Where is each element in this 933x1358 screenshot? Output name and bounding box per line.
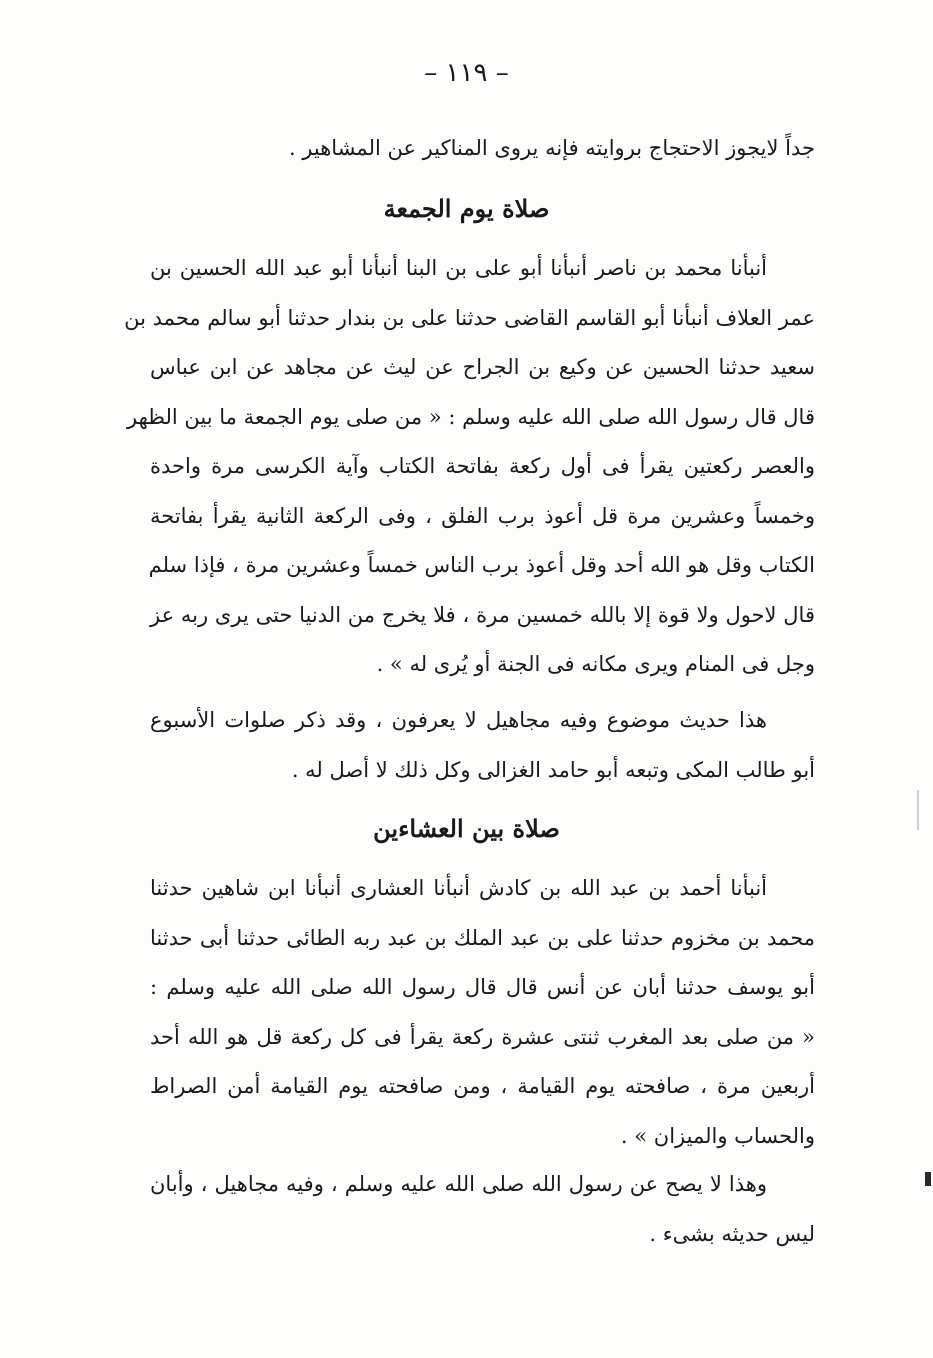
section1-paragraph1: [124, 244, 815, 690]
section-heading-between-two-isha: صلاة بين العشاءين: [373, 814, 560, 843]
text-line: جداً لايجوز الاحتجاج بروايته فإنه يروى المناكير عن المشاهير .: [288, 136, 815, 160]
text-line: قال قال رسول الله صلى الله عليه وسلم : « من صلى يوم الجمعة ما بين الظهر: [127, 404, 815, 429]
text-line: وخمساً وعشرين مرة قل أعوذ برب الفلق ، وفى الركعة الثانية يقرأ بفاتحة: [150, 503, 815, 528]
text-line: قال لاحول ولا قوة إلا بالله خمسين مرة ، فلا يخرج من الدنيا حتى يرى ربه عز: [150, 602, 815, 627]
text-line: وجل فى المنام ويرى مكانه فى الجنة أو يُرى له » .: [376, 652, 815, 676]
scan-mark: [925, 1172, 931, 1186]
text-line: والحساب والميزان » .: [620, 1123, 815, 1148]
text-line: هذا حديث موضوع وفيه مجاهيل لا يعرفون ، وقد ذكر صلوات الأسبوع: [150, 708, 767, 732]
text-line: ليس حديثه بشىء .: [649, 1221, 815, 1246]
text-line: والعصر ركعتين يقرأ فى أول ركعة بفاتحة الكتاب وآية الكرسى مرة واحدة: [150, 454, 815, 478]
text-line: الكتاب وقل هو الله أحد وقل أعوذ برب الناس خمساً وعشرين مرة ، فإذا سلم: [148, 553, 815, 577]
text-line: « من صلى بعد المغرب ثنتى عشرة ركعة يقرأ فى كل ركعة قل هو الله أحد: [150, 1024, 815, 1049]
text-line: أنبأنا محمد بن ناصر أنبأنا أبو على بن البنا أنبأنا أبو عبد الله الحسين بن: [150, 256, 767, 280]
section2-paragraph2: [150, 1160, 815, 1259]
text-line: عمر العلاف أنبأنا أبو القاسم القاضى حدثنا على بن بندار حدثنا أبو سالم محمد بن: [124, 305, 815, 330]
text-line: أبو يوسف حدثنا أبان عن أنس قال قال رسول الله صلى الله عليه وسلم :: [150, 975, 815, 999]
text-line: وهذا لا يصح عن رسول الله صلى الله عليه وسلم ، وفيه مجاهيل ، وأبان: [150, 1172, 767, 1196]
page-number: – ١١٩ –: [424, 58, 509, 88]
text-line: أربعين مرة ، صافحته يوم القيامة ، ومن صافحته يوم القيامة أمن الصراط: [150, 1074, 815, 1098]
section-heading-friday-prayer: صلاة يوم الجمعة: [383, 194, 550, 223]
text-line: أبو طالب المكى وتبعه أبو حامد الغزالى وكل ذلك لا أصل له .: [291, 757, 815, 782]
scan-mark: [917, 790, 919, 830]
text-line: أنبأنا أحمد بن عبد الله بن كادش أنبأنا العشارى أنبأنا ابن شاهين حدثنا: [150, 876, 767, 900]
opening-paragraph: [150, 124, 815, 174]
text-line: سعيد حدثنا الحسين عن وكيع بن الجراح عن ليث عن مجاهد عن ابن عباس: [150, 355, 815, 379]
section2-paragraph1: [150, 864, 815, 1161]
text-line: محمد بن مخزوم حدثنا على بن عبد الملك بن عبد ربه الطائى حدثنا أبى حدثنا: [150, 925, 815, 950]
section1-paragraph2: [150, 696, 815, 795]
